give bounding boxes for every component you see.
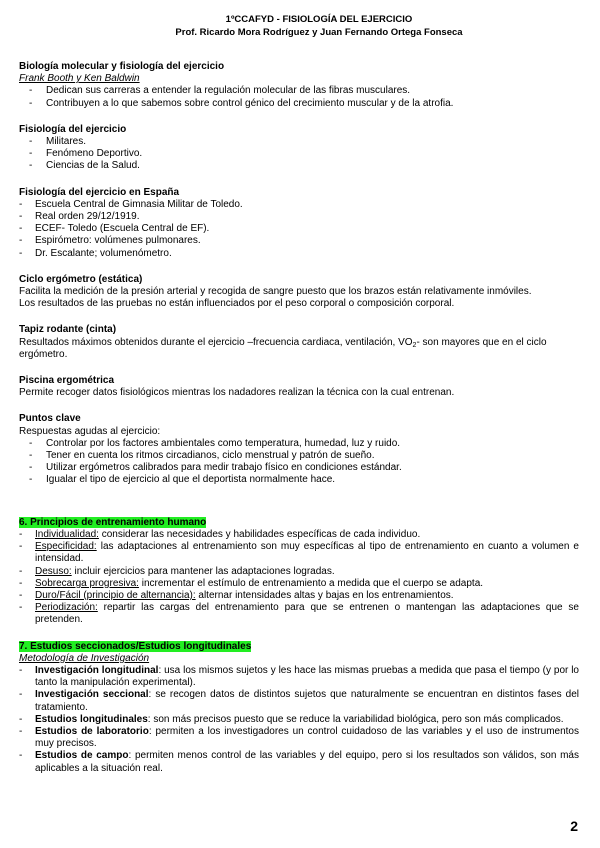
section-authors: Frank Booth y Ken Baldwin xyxy=(19,73,140,85)
section-title: Puntos clave xyxy=(19,413,81,425)
list-item xyxy=(19,726,579,750)
list-item xyxy=(19,541,579,565)
section-treadmill xyxy=(19,324,579,361)
section-title: Tapiz rodante (cinta) xyxy=(19,324,117,336)
list-item xyxy=(19,578,579,590)
section-physiology-spain xyxy=(19,187,579,260)
term: Estudios de campo xyxy=(35,750,129,762)
definition: alternar intensidades altas y bajas en los entrenamientos. xyxy=(195,589,454,601)
list-item: - Dedican sus carreras a entender la regulación molecular de las fibras musculares. xyxy=(19,85,579,97)
section-title: Ciclo ergómetro (estática) xyxy=(19,273,143,285)
professors-line: Prof. Ricardo Mora Rodríguez y Juan Fernando Ortega Fonseca xyxy=(175,27,463,38)
list-item xyxy=(19,750,579,774)
list-item: - Espirómetro: volúmenes pulmonares. xyxy=(19,235,579,247)
section-subtitle: Metodología de Investigación xyxy=(19,652,150,664)
section-molecular-biology xyxy=(19,61,579,110)
section-title: Biología molecular y fisiología del ejercicio xyxy=(19,61,225,72)
definition: incrementar el estímulo de entrenamiento a medida que el cuerpo se adapta. xyxy=(138,577,484,589)
paragraph: Permite recoger datos fisiológicos mientras los nadadores realizan la técnica con la cual entrenan. xyxy=(19,387,455,399)
paragraph: Facilita la medición de la presión arterial y recogida de sangre puesto que los brazos están relativamente inmóviles. xyxy=(19,286,532,298)
section-cycle-ergometer xyxy=(19,274,579,311)
definition: incluir ejercicios para mantener las adaptaciones logradas. xyxy=(71,565,335,577)
list-item: - Tener en cuenta los ritmos circadianos, ciclo menstrual y patrón de sueño. xyxy=(19,450,579,462)
list-item: - Igualar el tipo de ejercicio al que el deportista normalmente hace. xyxy=(19,474,579,486)
list-item xyxy=(19,714,579,726)
definition: : permiten menos control de las variables y del equipo, pero si los resultados son válidos, son más aplicables a la situación real. xyxy=(35,750,579,774)
paragraph xyxy=(19,337,579,361)
list-item: - ECEF- Toledo (Escuela Central de EF). xyxy=(19,223,579,235)
list-item xyxy=(19,529,579,541)
highlighted-heading: 7. Estudios seccionados/Estudios longitudinales xyxy=(19,640,252,652)
term: Estudios de laboratorio xyxy=(35,725,149,737)
term: Sobrecarga progresiva: xyxy=(35,577,139,589)
list-item: - Escuela Central de Gimnasia Militar de Toledo. xyxy=(19,199,579,211)
document-page xyxy=(19,13,579,775)
list-item xyxy=(19,665,579,689)
definition: : usa los mismos sujetos y les hace las mismas pruebas a medida que pasa el tiempo (y por lo tanto la manipulación experimental). xyxy=(35,664,579,689)
definition: repartir las cargas del entrenamiento para que se entrenen o mantengan las adaptaciones que se pretenden. xyxy=(35,602,579,626)
term: Duro/Fácil (principio de alternancia): xyxy=(35,589,196,601)
term: Desuso: xyxy=(35,565,72,577)
section-title: Piscina ergométrica xyxy=(19,375,115,387)
paragraph: Respuestas agudas al ejercicio: xyxy=(19,425,161,437)
section-title xyxy=(19,641,579,653)
list-item: - Militares. xyxy=(19,136,579,148)
document-header xyxy=(59,13,579,39)
definition: considerar las necesidades y habilidades específicas de cada individuo. xyxy=(98,528,421,540)
definition: : se recogen datos de distintos sujetos que naturalmente se encuentran en distintos fases del tratamiento. xyxy=(35,689,579,713)
definition: las adaptaciones al entrenamiento son muy específicas al tipo de entrenamiento en cuanto a volumen e intensidad. xyxy=(35,541,579,565)
section-studies xyxy=(19,641,579,775)
section-title: Fisiología del ejercicio xyxy=(19,123,127,135)
list-item: - Utilizar ergómetros calibrados para medir trabajo físico en condiciones estándar. xyxy=(19,462,579,474)
definition: : son más precisos puesto que se reduce la variabilidad biológica, pero son más complicados. xyxy=(147,713,564,725)
list-item xyxy=(19,590,579,602)
page-number: 2 xyxy=(570,817,578,834)
section-title: Fisiología del ejercicio en España xyxy=(19,186,180,198)
list-item: - Real orden 29/12/1919. xyxy=(19,211,579,223)
term: Individualidad: xyxy=(35,528,99,540)
term: Investigación longitudinal xyxy=(35,664,159,676)
section-exercise-physiology xyxy=(19,124,579,173)
list-item xyxy=(19,689,579,713)
section-training-principles xyxy=(19,517,579,627)
term: Investigación seccional xyxy=(35,689,149,701)
list-item: - Ciencias de la Salud. xyxy=(19,160,579,172)
definition: : permiten a los investigadores un control cuidadoso de las variables y el uso de instrumentos muy precisos. xyxy=(35,725,579,750)
list-item: - Dr. Escalante; volumenómetro. xyxy=(19,248,579,260)
subscript: 2 xyxy=(412,341,417,349)
list-item: - Fenómeno Deportivo. xyxy=(19,148,579,160)
term: Especificidad: xyxy=(35,541,97,553)
section-ergometric-pool xyxy=(19,375,579,399)
paragraph-text: Resultados máximos obtenidos durante el ejercicio –frecuencia cardiaca, ventilación, VO xyxy=(19,336,413,348)
list-item xyxy=(19,566,579,578)
section-key-points xyxy=(19,413,579,486)
list-item xyxy=(19,602,579,626)
term: Periodización: xyxy=(35,602,98,614)
section-title xyxy=(19,517,579,529)
paragraph: Los resultados de las pruebas no están influenciados por el peso corporal o composición corporal. xyxy=(19,298,455,310)
term: Estudios longitudinales xyxy=(35,713,148,725)
highlighted-heading: 6. Principios de entrenamiento humano xyxy=(19,516,207,528)
paragraph-text: - son mayores que en el ciclo ergómetro. xyxy=(19,336,547,360)
spacer xyxy=(19,487,579,517)
list-item: - Controlar por los factores ambientales como temperatura, humedad, luz y ruido. xyxy=(19,438,579,450)
course-title: 1ºCCAFYD - FISIOLOGÍA DEL EJERCICIO xyxy=(225,14,413,25)
list-item: - Contribuyen a lo que sabemos sobre control génico del crecimiento muscular y de la atrofia. xyxy=(19,98,579,110)
